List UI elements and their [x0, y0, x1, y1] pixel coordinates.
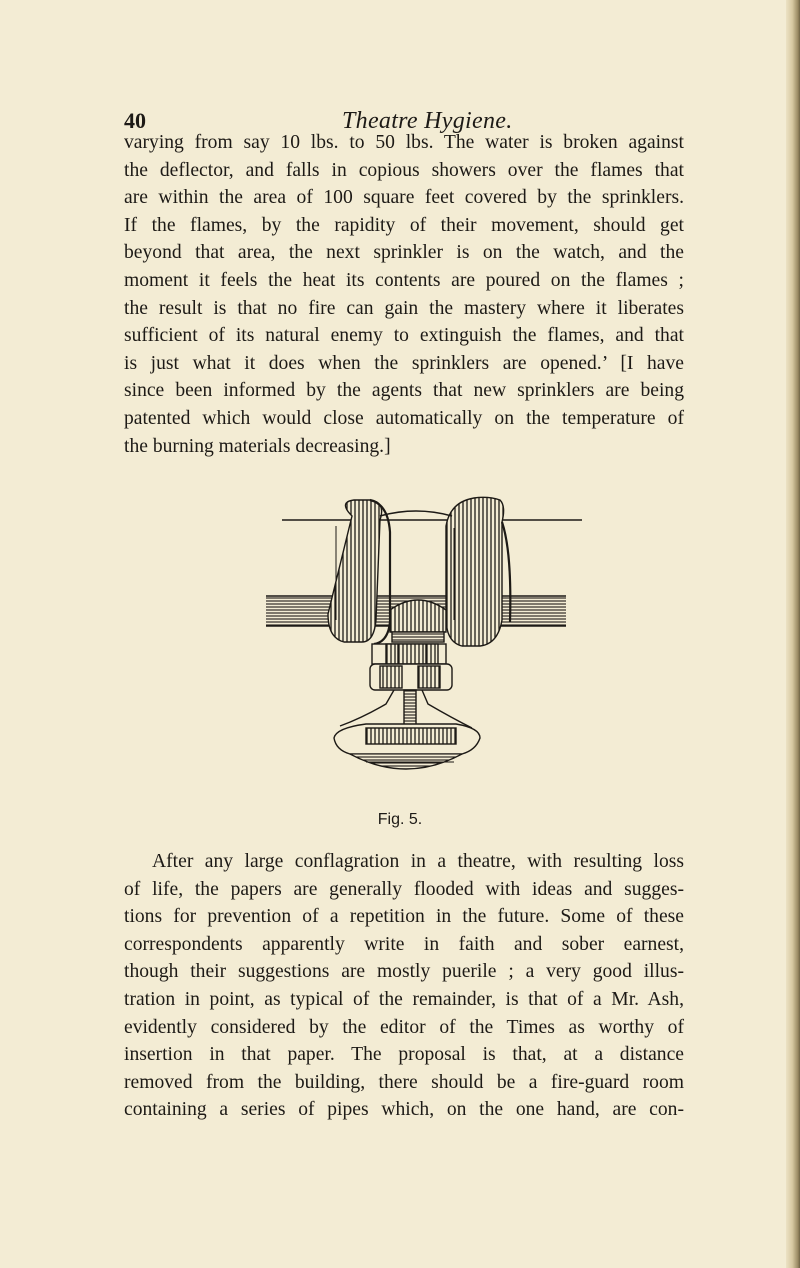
sprinkler-illustration	[266, 492, 584, 792]
text-line: are within the area of 100 square feet covered by the sprinklers.	[124, 187, 684, 209]
page-edge	[786, 0, 800, 1268]
text-line: is just what it does when the sprinklers are opened.’ [I have	[124, 352, 684, 374]
text-line: tration in point, as typical of the remainder, is that of a Mr. Ash,	[124, 988, 684, 1010]
text-line: beyond that area, the next sprinkler is on the watch, and the	[124, 242, 684, 264]
text-line: correspondents apparently write in faith and sober earnest,	[124, 933, 684, 955]
text-line: insertion in that paper. The proposal is that, at a distance	[124, 1044, 684, 1066]
paragraph-conflagration	[124, 848, 684, 1124]
paragraph-sprinklers	[124, 129, 684, 460]
text-line: of life, the papers are generally flooded with ideas and sugges-	[124, 878, 684, 900]
text-line: varying from say 10 lbs. to 50 lbs. The water is broken against	[124, 132, 684, 153]
text-line: the result is that no fire can gain the mastery where it liberates	[124, 297, 684, 319]
text-line: sufficient of its natural enemy to extinguish the flames, and that	[124, 325, 684, 347]
text-line: patented which would close automatically on the temperature of	[124, 407, 684, 429]
text-line: After any large conflagration in a theatre, with resulting loss	[152, 851, 684, 872]
text-line: removed from the building, there should be a fire-guard room	[124, 1071, 684, 1093]
text-line: since been informed by the agents that new sprinklers are being	[124, 380, 684, 402]
figure-caption: Fig. 5.	[377, 811, 423, 828]
text-line: the burning materials decreasing.]	[124, 435, 391, 457]
text-line: containing a series of pipes which, on the one hand, are con-	[124, 1099, 684, 1121]
text-line: though their suggestions are mostly puerile ; a very good illus-	[124, 961, 684, 983]
running-title: Theatre Hygiene.	[342, 108, 513, 134]
text-line: moment it feels the heat its contents are poured on the flames ;	[124, 269, 684, 291]
text-line: tions for prevention of a repetition in the future. Some of these	[124, 906, 684, 928]
text-line: evidently considered by the editor of the Times as worthy of	[124, 1016, 684, 1038]
page-number: 40	[124, 108, 146, 133]
text-line: the deflector, and falls in copious showers over the flames that	[124, 159, 684, 181]
text-line: If the flames, by the rapidity of their movement, should get	[124, 214, 684, 236]
